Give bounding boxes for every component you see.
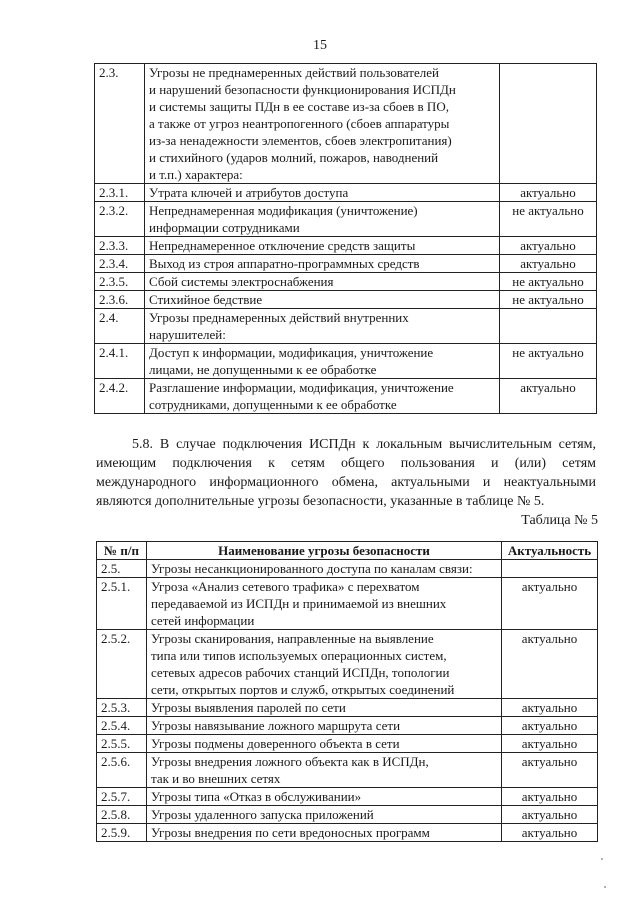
- row-number: 2.5.6.: [97, 753, 147, 788]
- threat-name-line: и стихийного (ударов молний, пожаров, наводнений: [149, 150, 439, 165]
- threat-name-line: передаваемой из ИСПДн и принимаемой из внешних: [151, 596, 447, 611]
- threat-name-line: Угрозы сканирования, направленные на выявление: [151, 631, 434, 646]
- table-row: [95, 291, 597, 309]
- table-row: [95, 344, 597, 379]
- row-number: 2.4.1.: [95, 344, 145, 379]
- threat-name-line: нарушителей:: [149, 327, 226, 342]
- relevance-status: [500, 309, 597, 344]
- threat-name-line: Угрозы внедрения ложного объекта как в ИСПДн,: [151, 754, 429, 769]
- scan-speck: [601, 858, 603, 860]
- header-num: № п/п: [97, 542, 147, 560]
- threat-name: [147, 824, 502, 842]
- relevance-status: не актуально: [500, 291, 597, 309]
- table-row: [95, 64, 597, 184]
- table-row: [95, 309, 597, 344]
- relevance-status: [500, 64, 597, 184]
- threat-name-line: сетевых адресов рабочих станций ИСПДн, топологии: [151, 665, 450, 680]
- threat-name-line: Угрозы типа «Отказ в обслуживании»: [151, 789, 362, 804]
- header-name: Наименование угрозы безопасности: [147, 542, 502, 560]
- table-row: [95, 255, 597, 273]
- row-number: 2.5.8.: [97, 806, 147, 824]
- threat-name-line: Угрозы выявления паролей по сети: [151, 700, 346, 715]
- threat-name-line: сети, открытых портов и служб, открытых соединений: [151, 682, 455, 697]
- threat-name: [145, 184, 500, 202]
- threat-name-line: Утрата ключей и атрибутов доступа: [149, 185, 349, 200]
- threat-name-line: Угрозы навязывание ложного маршрута сети: [151, 718, 401, 733]
- row-number: 2.3.6.: [95, 291, 145, 309]
- table-row: [95, 237, 597, 255]
- threat-name: [147, 699, 502, 717]
- threat-name-line: Угрозы подмены доверенного объекта в сети: [151, 736, 400, 751]
- row-number: 2.3.3.: [95, 237, 145, 255]
- threats-table-body: [95, 64, 597, 414]
- threat-name: [145, 202, 500, 237]
- relevance-status: [502, 560, 598, 578]
- row-number: 2.3.5.: [95, 273, 145, 291]
- row-number: 2.3.: [95, 64, 145, 184]
- threat-name: [147, 735, 502, 753]
- relevance-status: актуально: [500, 255, 597, 273]
- relevance-status: не актуально: [500, 202, 597, 237]
- table-row: [97, 578, 598, 630]
- threat-name-line: и т.п.) характера:: [149, 167, 243, 182]
- scan-speck: [604, 886, 606, 888]
- threat-name: [145, 344, 500, 379]
- relevance-status: актуально: [502, 788, 598, 806]
- threat-name-line: Доступ к информации, модификация, уничтожение: [149, 345, 434, 360]
- threat-name-line: Стихийное бедствие: [149, 292, 263, 307]
- threats-table-continued: [94, 63, 597, 414]
- network-threats-body: [97, 560, 598, 842]
- section-paragraph: 5.8. В случае подключения ИСПДн к локальным вычислительным сетям, имеющим подключения к сетям общего пользования и (или) сетям международного информационного обмена, актуальными и неактуальными являются дополнительные угрозы безопасности, указанные в таблице № 5.: [96, 437, 596, 509]
- threat-name-line: Непреднамеренная модификация (уничтожение): [149, 203, 418, 218]
- threat-name-line: сетей информации: [151, 613, 255, 628]
- page-number: 15: [313, 38, 327, 53]
- threat-name: [147, 717, 502, 735]
- relevance-status: не актуально: [500, 344, 597, 379]
- table-row: [95, 184, 597, 202]
- threat-name-line: Угрозы несанкционированного доступа по каналам связи:: [151, 561, 473, 576]
- threat-name: [147, 578, 502, 630]
- threat-name-line: так и во внешних сетях: [151, 771, 281, 786]
- threat-name-line: Угроза «Анализ сетевого трафика» с перехватом: [151, 579, 420, 594]
- relevance-status: не актуально: [500, 273, 597, 291]
- table-row: [97, 630, 598, 699]
- threat-name-line: лицами, не допущенными к ее обработке: [149, 362, 377, 377]
- row-number: 2.5.9.: [97, 824, 147, 842]
- table-row: [97, 788, 598, 806]
- threat-name: [145, 273, 500, 291]
- threat-name: [145, 255, 500, 273]
- threat-name-line: сотрудниками, допущенными к ее обработке: [149, 397, 397, 412]
- row-number: 2.3.4.: [95, 255, 145, 273]
- threat-name-line: информации сотрудниками: [149, 220, 300, 235]
- threat-name: [147, 560, 502, 578]
- row-number: 2.5.: [97, 560, 147, 578]
- threat-name-line: Угрозы удаленного запуска приложений: [151, 807, 374, 822]
- threat-name-line: а также от угроз неантропогенного (сбоев аппаратуры: [149, 116, 450, 131]
- threat-name: [147, 630, 502, 699]
- threat-name-line: из-за ненадежности элементов, сбоев электропитания): [149, 133, 452, 148]
- threat-name: [145, 237, 500, 255]
- threat-name-line: Непреднамеренное отключение средств защиты: [149, 238, 416, 253]
- table-row: [97, 753, 598, 788]
- relevance-status: актуально: [500, 237, 597, 255]
- row-number: 2.5.2.: [97, 630, 147, 699]
- row-number: 2.4.: [95, 309, 145, 344]
- threat-name-line: и нарушений безопасности функционирования ИСПДн: [149, 82, 456, 97]
- table-row: [97, 806, 598, 824]
- relevance-status: актуально: [502, 824, 598, 842]
- table-row: [97, 824, 598, 842]
- header-status: Актуальность: [502, 542, 598, 560]
- relevance-status: актуально: [502, 735, 598, 753]
- relevance-status: актуально: [502, 717, 598, 735]
- row-number: 2.3.1.: [95, 184, 145, 202]
- threat-name-line: типа или типов используемых операционных систем,: [151, 648, 447, 663]
- table-row: [97, 699, 598, 717]
- row-number: 2.5.7.: [97, 788, 147, 806]
- relevance-status: актуально: [502, 578, 598, 630]
- row-number: 2.5.3.: [97, 699, 147, 717]
- row-number: 2.5.4.: [97, 717, 147, 735]
- table-row: [95, 273, 597, 291]
- threat-name-line: Сбой системы электроснабжения: [149, 274, 334, 289]
- threat-name-line: Угрозы внедрения по сети вредоносных программ: [151, 825, 430, 840]
- row-number: 2.5.5.: [97, 735, 147, 753]
- table-row: [97, 735, 598, 753]
- network-threats-table: [96, 541, 598, 842]
- threat-name: [147, 788, 502, 806]
- threat-name: [147, 753, 502, 788]
- threat-name-line: Угрозы преднамеренных действий внутренних: [149, 310, 409, 325]
- relevance-status: актуально: [502, 806, 598, 824]
- threat-name: [145, 64, 500, 184]
- table-caption: Таблица № 5: [521, 513, 598, 528]
- relevance-status: актуально: [502, 699, 598, 717]
- threat-name: [145, 291, 500, 309]
- threat-name-line: Угрозы не преднамеренных действий пользователей: [149, 65, 439, 80]
- table-row: [95, 202, 597, 237]
- relevance-status: актуально: [500, 379, 597, 414]
- threat-name-line: Разглашение информации, модификация, уничтожение: [149, 380, 454, 395]
- table-header-row: [97, 542, 598, 560]
- row-number: 2.3.2.: [95, 202, 145, 237]
- threat-name-line: Выход из строя аппаратно-программных средств: [149, 256, 420, 271]
- row-number: 2.4.2.: [95, 379, 145, 414]
- table-row: [97, 717, 598, 735]
- row-number: 2.5.1.: [97, 578, 147, 630]
- threat-name-line: и системы защиты ПДн в ее составе из-за сбоев в ПО,: [149, 99, 449, 114]
- threat-name: [145, 379, 500, 414]
- table-row: [95, 379, 597, 414]
- threat-name: [145, 309, 500, 344]
- relevance-status: актуально: [500, 184, 597, 202]
- table-row: [97, 560, 598, 578]
- threat-name: [147, 806, 502, 824]
- relevance-status: актуально: [502, 630, 598, 699]
- relevance-status: актуально: [502, 753, 598, 788]
